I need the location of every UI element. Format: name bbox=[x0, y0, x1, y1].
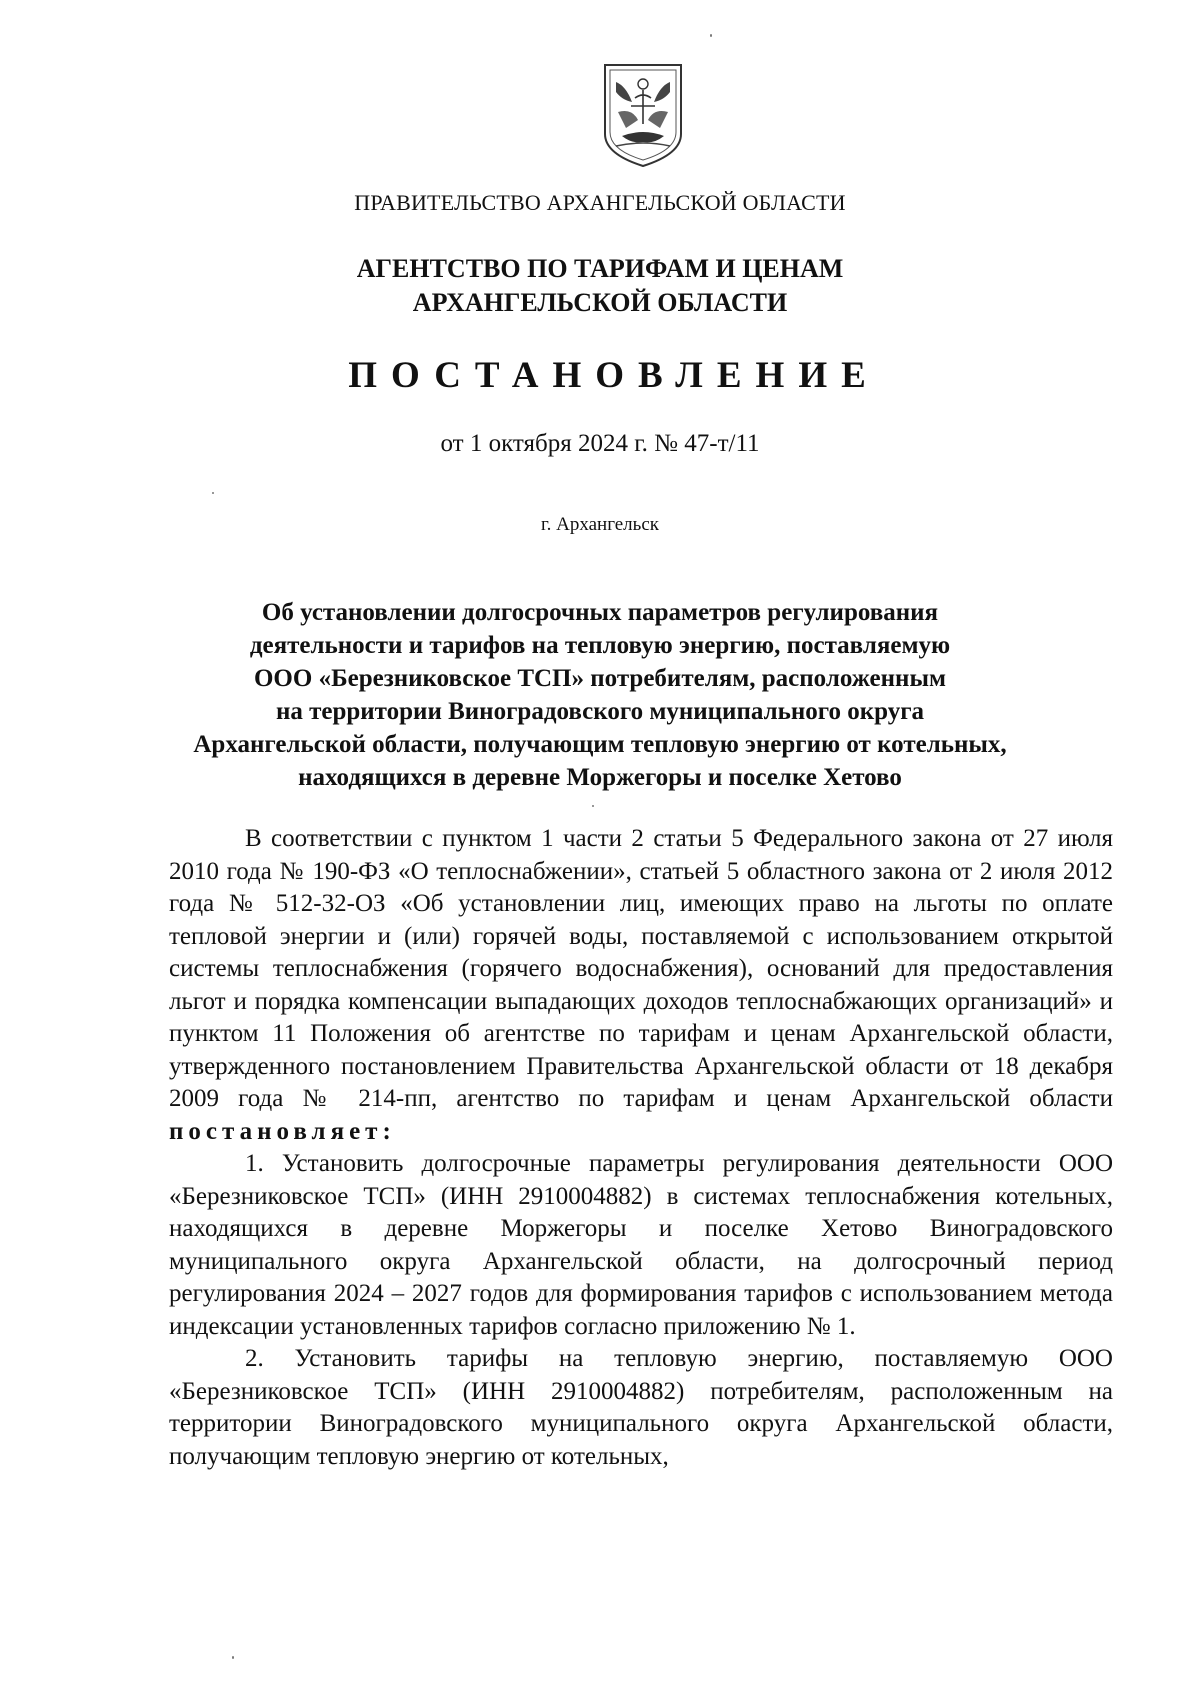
preamble-paragraph bbox=[169, 823, 1113, 1148]
scan-speck bbox=[212, 492, 214, 494]
scan-speck bbox=[710, 34, 712, 37]
government-heading: ПРАВИТЕЛЬСТВО АРХАНГЕЛЬСКОЙ ОБЛАСТИ bbox=[354, 190, 846, 215]
arkhangelsk-coat-of-arms-icon bbox=[602, 62, 684, 168]
place-of-issue: г. Архангельск bbox=[540, 514, 659, 535]
item-1-paragraph: 1. Установить долгосрочные параметры регулирования деятельности ООО «Березниковское ТСП» (ИНН 2910004882) в системах теплоснабжения котельных, находящихся в деревне Моржегоры и поселке Хетово Виноградовского муниципального округа Архангельской области, на долгосрочный период регулирования 2024 – 2027 годов для формирования тарифов с использованием метода индексации установленных тарифов согласно приложению № 1. bbox=[169, 1150, 1113, 1340]
subject-line: ООО «Березниковское ТСП» потребителям, расположенным bbox=[253, 665, 947, 692]
document-type-title: ПОСТАНОВЛЕНИЕ bbox=[348, 355, 880, 396]
subject-line: на территории Виноградовского муниципального округа bbox=[275, 698, 925, 725]
document-subject bbox=[0, 596, 1200, 794]
document-body bbox=[169, 823, 1113, 1473]
item-2-paragraph: 2. Установить тарифы на тепловую энергию, поставляемую ООО «Березниковское ТСП» (ИНН 2910004882) потребителям, расположенным на территории Виноградовского муниципального округа Архангельской области, получающим тепловую энергию от котельных, bbox=[169, 1345, 1113, 1470]
resolves-keyword: постановляет: bbox=[169, 1117, 396, 1145]
subject-line: Об установлении долгосрочных параметров регулирования bbox=[261, 599, 939, 626]
scan-speck bbox=[232, 1656, 234, 1659]
subject-line: находящихся в деревне Моржегоры и поселке Хетово bbox=[298, 764, 902, 791]
subject-line: деятельности и тарифов на тепловую энергию, поставляемую bbox=[249, 632, 951, 659]
scan-speck bbox=[592, 805, 594, 807]
agency-heading-line-1: АГЕНТСТВО ПО ТАРИФАМ И ЦЕНАМ bbox=[356, 254, 844, 283]
subject-line: Архангельской области, получающим тепловую энергию от котельных, bbox=[193, 731, 1007, 758]
preamble-text: В соответствии с пунктом 1 части 2 статьи 5 Федерального закона от 27 июля 2010 года № 190-ФЗ «О теплоснабжении», статьей 5 областного закона от 2 июля 2012 года № 512-32-ОЗ «Об установлении лиц, имеющих право на льготы по оплате тепловой энергии и (или) горячей воды, поставляемой с использованием открытой системы теплоснабжения (горячего водоснабжения), оснований для предоставления льгот и порядка компенсации выпадающих доходов теплоснабжающих организаций» и пунктом 11 Положения об агентстве по тарифам и ценам Архангельской области, утвержденного постановлением Правительства Архангельской области от 18 декабря 2009 года № 214-пп, агентство по тарифам и ценам Архангельской области bbox=[169, 825, 1113, 1112]
date-and-number: от 1 октября 2024 г. № 47-т/11 bbox=[440, 430, 760, 457]
agency-heading bbox=[0, 252, 1200, 320]
agency-heading-line-2: АРХАНГЕЛЬСКОЙ ОБЛАСТИ bbox=[412, 288, 788, 317]
